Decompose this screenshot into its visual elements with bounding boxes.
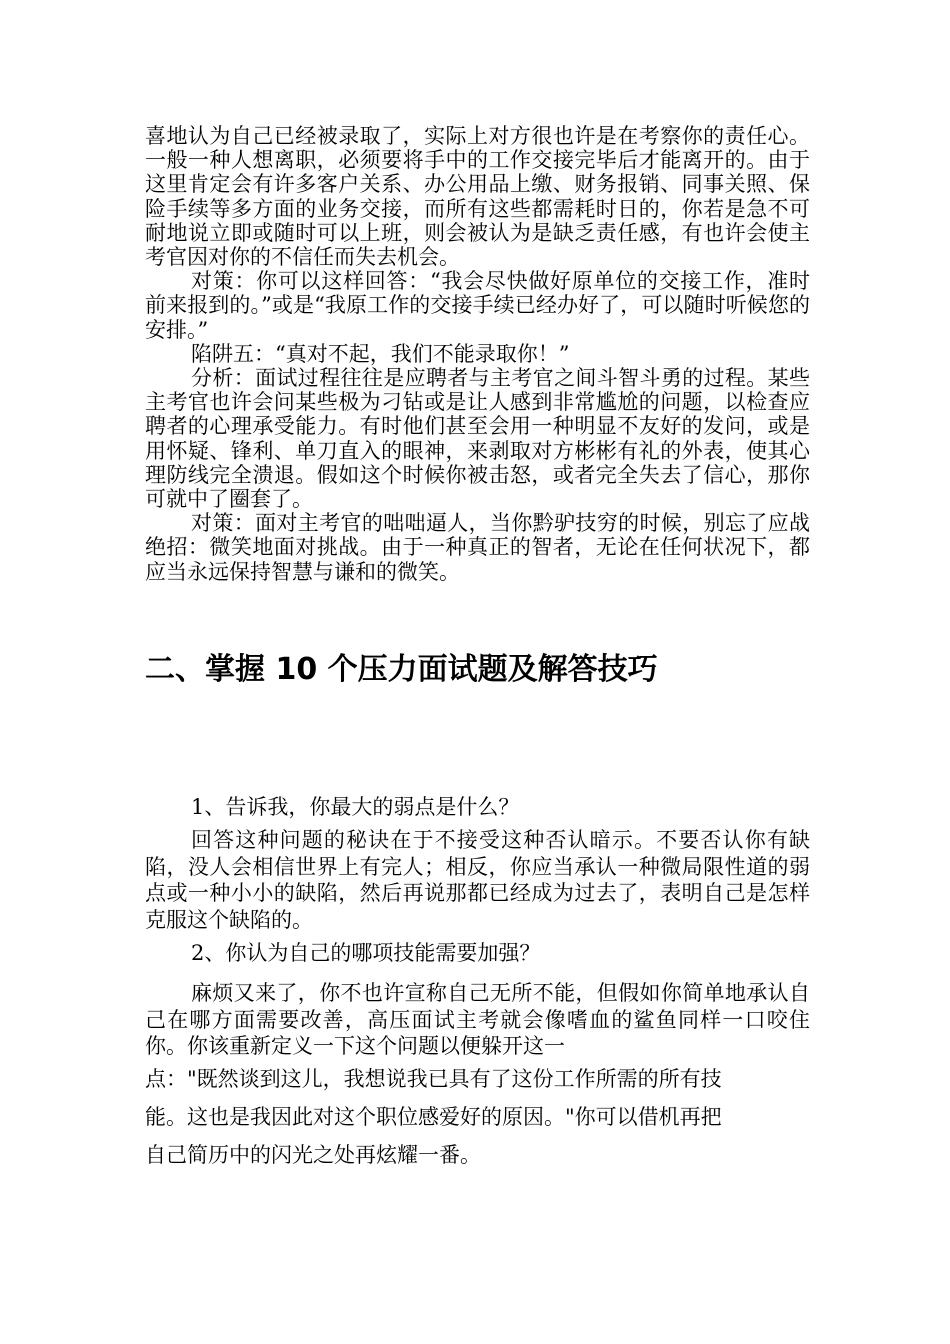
paragraph-trap-5: 陷阱五：“真对不起，我们不能录取你！” [191,341,570,366]
answer-2-line-4: 点："既然谈到这儿，我想说我已具有了这份工作所需的所有技 [145,1067,722,1091]
section-one-body [145,124,810,584]
answer-2-line-6: 自己简历中的闪光之处再炫耀一番。 [145,1143,481,1167]
answer-2-line-5: 能。这也是我因此对这个职位感爱好的原因。"你可以借机再把 [145,1105,722,1129]
answer-2-continuation [145,1060,810,1174]
answer-2-text: 麻烦又来了，你不也许宣称自己无所不能，但假如你简单地承认自己在哪方面需要改善，高压面试主考就会像嗜血的鲨鱼同样一口咬住你。你该重新定义一下这个问题以便躲开这一 [145,981,810,1058]
answer-2 [145,980,810,1060]
question-1: 1、告诉我，你最大的弱点是什么？ [191,795,520,819]
answer-1-text: 回答这种问题的秘诀在于不接受这种否认暗示。不要否认你有缺陷，没人会相信世界上有完人；相反，你应当承认一种微局限性道的弱点或一种小小的缺陷，然后再说那都已经成为过去了，表明自己是怎样克服这个缺陷的。 [145,828,810,932]
paragraph-strategy-5: 对策：面对主考官的咄咄逼人，当你黔驴技穷的时候，别忘了应战绝招：微笑地面对挑战。由于一种真正的智者，无论在任何状况下，都应当永远保持智慧与谦和的微笑。 [145,511,810,584]
paragraph-analysis-5: 分析：面试过程往往是应聘者与主考官之间斗智斗勇的过程。某些主考官也许会问某些极为刁钻或是让人感到非常尴尬的问题，以检查应聘者的心理承受能力。有时他们甚至会用一种明显不友好的发问，或是用怀疑、锋利、单刀直入的眼神，来剥取对方彬彬有礼的外表，使其心理防线完全溃退。假如这个时候你被击怒，或者完全失去了信心，那你可就中了圈套了。 [145,366,810,512]
paragraph-continuation: 喜地认为自己已经被录取了，实际上对方很也许是在考察你的责任心。一般一种人想离职，必须要将手中的工作交接完毕后才能离开的。由于这里肯定会有许多客户关系、办公用品上缴、财务报销、同事关照、保险手续等多方面的业务交接，而所有这些都需耗时日的，你若是急不可耐地说立即或随时可以上班，则会被认为是缺乏责任感，有也许会使主考官因对你的不信任而失去机会。 [145,124,810,270]
question-2: 2、你认为自己的哪项技能需要加强？ [191,941,541,965]
paragraph-strategy-4: 对策：你可以这样回答：“我会尽快做好原单位的交接工作，准时前来报到的。”或是“我原工作的交接手续已经办好了，可以随时听候您的安排。” [145,269,810,342]
answer-1 [145,827,810,933]
section-heading: 二、掌握 10 个压力面试题及解答技巧 [145,652,658,687]
